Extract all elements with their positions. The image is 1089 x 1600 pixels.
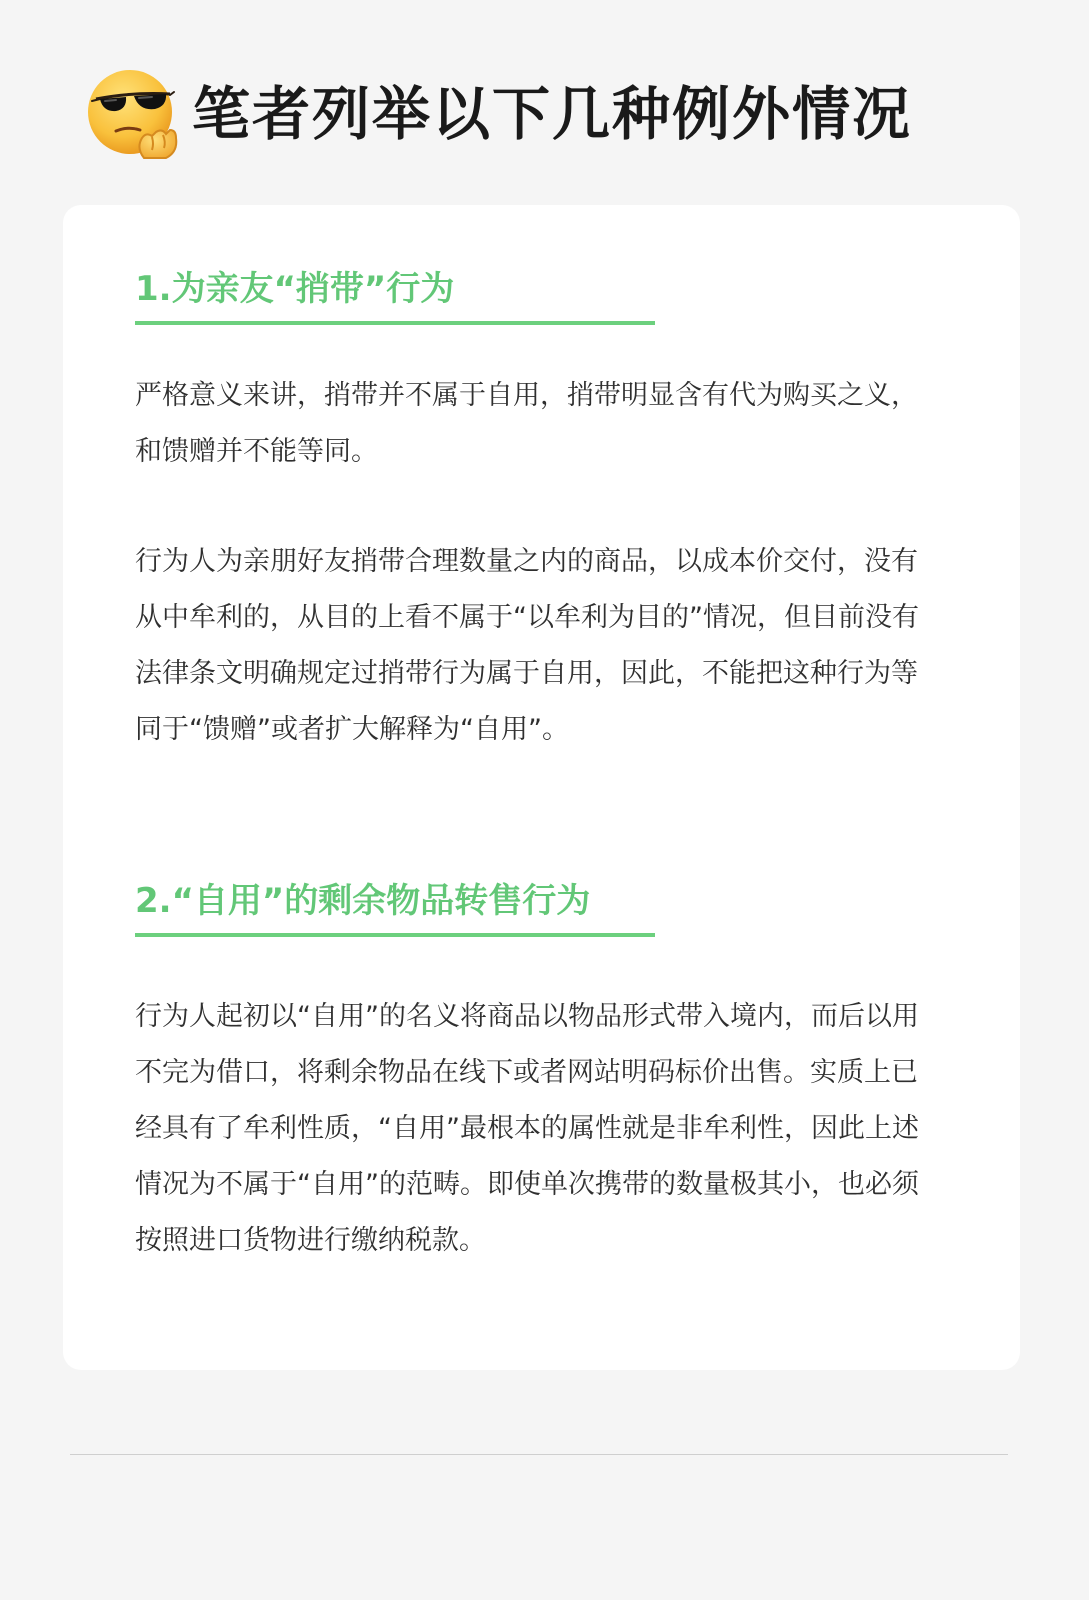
page-title: 笔者列举以下几种例外情况 [192,80,913,148]
page-header [86,68,912,160]
paragraph: 严格意义来讲，捎带并不属于自用，捎带明显含有代为购买之义，和馈赠并不能等同。 [135,380,918,467]
section-resale [135,879,935,1269]
section-self-carry [135,267,935,758]
paragraph: 行为人为亲朋好友捎带合理数量之内的商品，以成本价交付，没有从中牟利的，从目的上看不属于“以牟利为目的”情况，但目前没有法律条文明确规定过捎带行为属于自用，因此，不能把这种行为等同于“馈赠”或者扩大解释为“自用”。 [135,546,919,745]
sunglasses-cool-emoji-icon [86,68,178,160]
section-heading: 2.“自用”的剩余物品转售行为 [135,879,655,937]
section-heading: 1.为亲友“捎带”行为 [135,267,655,325]
paragraph: 行为人起初以“自用”的名义将商品以物品形式带入境内，而后以用不完为借口，将剩余物品在线下或者网站明码标价出售。实质上已经具有了牟利性质，“自用”最根本的属性就是非牟利性，因此上述情况为不属于“自用”的范畴。即使单次携带的数量极其小，也必须按照进口货物进行缴纳税款。 [135,1001,919,1256]
content-card [63,205,1020,1370]
divider [70,1454,1008,1455]
